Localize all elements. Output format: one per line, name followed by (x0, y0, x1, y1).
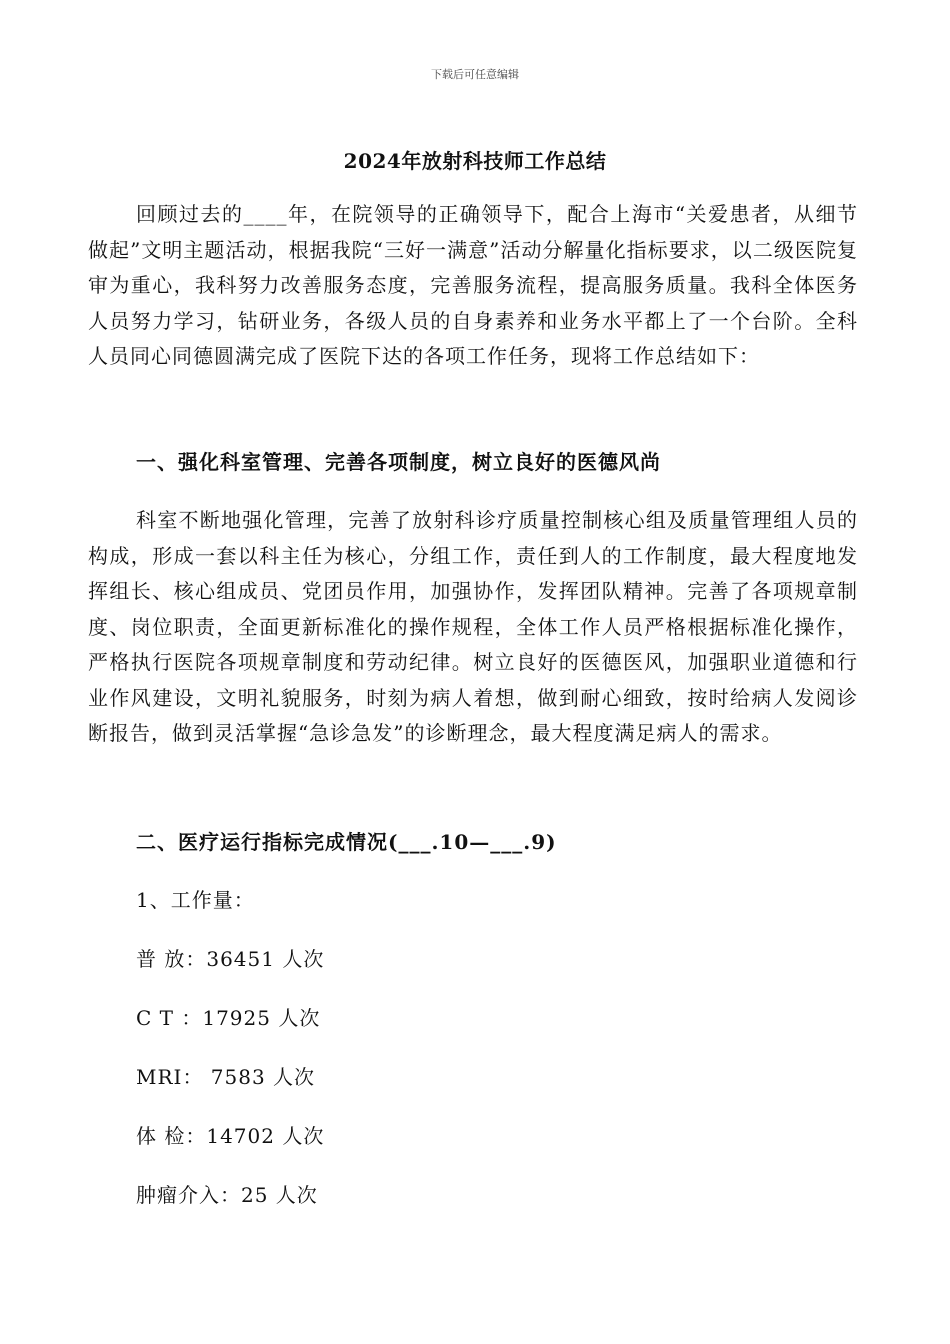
document-title: 2024年放射科技师工作总结 (343, 149, 607, 173)
intro-paragraph: 回顾过去的____年，在院领导的正确领导下，配合上海市“关爱患者，从细节做起”文明主题活动，根据我院“三好一满意”活动分解量化指标要求，以二级医院复审为重心，我科努力改善服务态度，完善服务流程，提高服务质量。我科全体医务人员努力学习，钻研业务，各级人员的自身素养和业务水平都上了一个台阶。全科人员同心同德圆满完成了医院下达的各项工作任务，现将工作总结如下： (88, 202, 858, 368)
workload-item-ct: C T ：17925 人次 (136, 1006, 321, 1030)
workload-item-physical-exam: 体 检：14702 人次 (136, 1124, 325, 1148)
section1-heading: 一、强化科室管理、完善各项制度，树立良好的医德风尚 (136, 450, 661, 474)
workload-label: 1、工作量： (136, 888, 255, 912)
workload-item-mri: MRI： 7583 人次 (136, 1065, 316, 1089)
section2-heading: 二、医疗运行指标完成情况(___.10—___.9) (136, 830, 557, 854)
workload-item-general-radiography: 普 放：36451 人次 (136, 947, 325, 971)
section1-paragraph: 科室不断地强化管理，完善了放射科诊疗质量控制核心组及质量管理组人员的构成，形成一套以科主任为核心，分组工作，责任到人的工作制度，最大程度地发挥组长、核心组成员、党团员作用，加强协作，发挥团队精神。完善了各项规章制度、岗位职责，全面更新标准化的操作规程，全体工作人员严格根据标准化操作，严格执行医院各项规章制度和劳动纪律。树立良好的医德医风，加强职业道德和行业作风建设，文明礼貌服务，时刻为病人着想，做到耐心细致，按时给病人发阅诊断报告，做到灵活掌握“急诊急发”的诊断理念，最大程度满足病人的需求。 (88, 508, 858, 745)
workload-item-tumor-intervention: 肿瘤介入：25 人次 (136, 1183, 318, 1207)
header-note: 下载后可任意编辑 (431, 68, 519, 81)
